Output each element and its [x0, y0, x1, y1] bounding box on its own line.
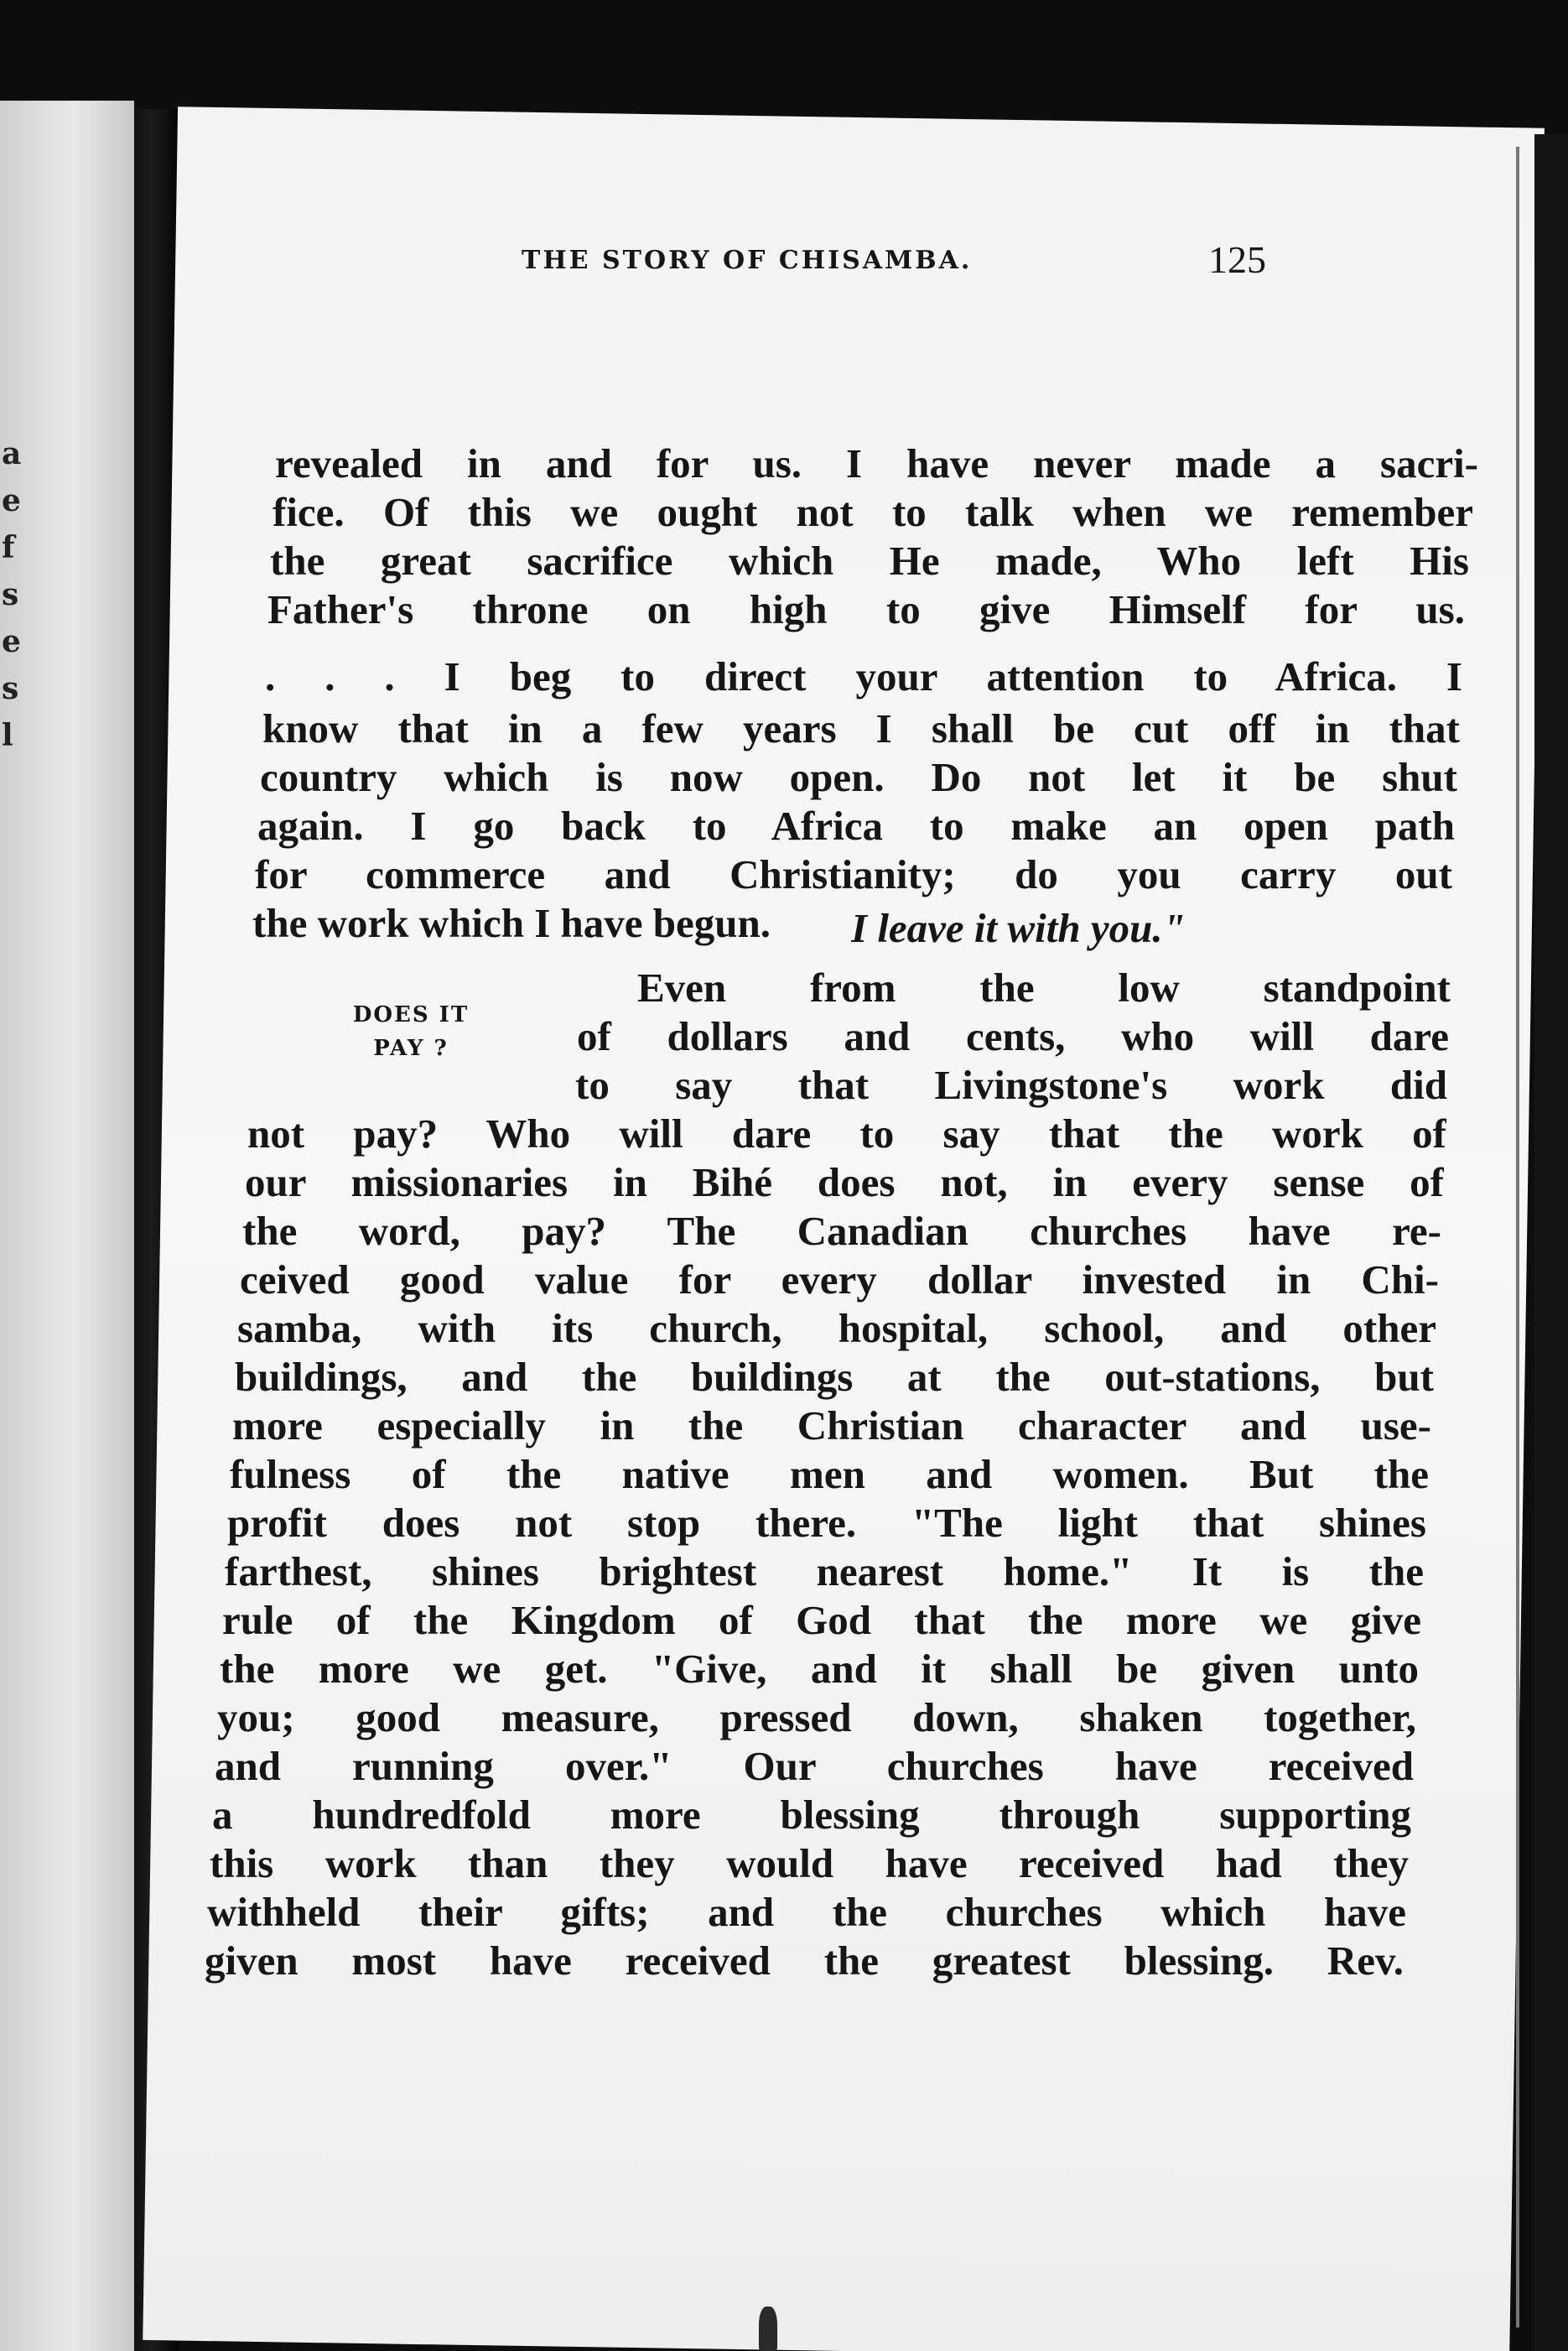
left-page-letter: f [2, 530, 15, 565]
text-line: this work than they would have received had they [210, 1840, 1409, 1886]
text-line: country which is now open. Do not let it be shut [260, 754, 1457, 800]
left-page-letter: l [2, 718, 13, 753]
text-line: not pay? Who will dare to say that the work of [247, 1110, 1446, 1157]
left-page-letter: s [2, 671, 19, 706]
text-line: farthest, shines brightest nearest home." It is the [225, 1548, 1424, 1594]
body-text [205, 0, 1478, 2351]
page-number: 125 [1208, 238, 1266, 281]
text-line: rule of the Kingdom of God that the more we give [222, 1597, 1421, 1643]
binding-thread-mark [759, 2307, 777, 2351]
text-line: and running over." Our churches have received [215, 1743, 1414, 1789]
left-page-letter: e [2, 624, 21, 659]
text-line: for commerce and Christianity; do you carry out [255, 851, 1452, 897]
text-line: know that in a few years I shall be cut off in that [262, 705, 1460, 752]
left-page-letter: e [2, 483, 21, 518]
text-line: fice. Of this we ought not to talk when we remember [273, 489, 1473, 535]
text-line: again. I go back to Africa to make an open path [257, 803, 1455, 849]
text-line: the word, pay? The Canadian churches have re- [242, 1208, 1441, 1254]
text-line: profit does not stop there. "The light that shines [227, 1500, 1426, 1546]
text-line: revealed in and for us. I have never made a sacri- [275, 440, 1478, 486]
text-line: more especially in the Christian character and use- [232, 1402, 1431, 1449]
sidenote-line: PAY ? [373, 1036, 449, 1061]
text-line: the more we get. "Give, and it shall be given unto [220, 1646, 1419, 1692]
text-line: our missionaries in Bihé does not, in every sense of [245, 1159, 1444, 1205]
text-line: ceived good value for every dollar invested in Chi- [240, 1256, 1439, 1303]
text-line: to say that Livingstone's work did [575, 1062, 1447, 1108]
sidenote-line: DOES IT [352, 1002, 470, 1027]
text-line: withheld their gifts; and the churches which have [207, 1889, 1406, 1935]
text-line: a hundredfold more blessing through supporting [212, 1792, 1411, 1838]
text-line: buildings, and the buildings at the out-stations, but [235, 1354, 1434, 1400]
text-line: the work which I have begun. [252, 900, 771, 946]
text-line: . . . I beg to direct your attention to Africa. I [265, 653, 1462, 700]
text-line: given most have received the greatest blessing. Rev. [205, 1937, 1404, 1984]
text-line: the great sacrifice which He made, Who left His [270, 538, 1469, 584]
left-facing-page [0, 101, 134, 2351]
left-page-letter: s [2, 577, 19, 612]
text-line: you; good measure, pressed down, shaken together, [217, 1694, 1416, 1740]
text-line-italic: I leave it with you." [851, 905, 1186, 951]
text-line: Even from the low standpoint [637, 965, 1451, 1011]
text-line: fulness of the native men and women. But the [230, 1451, 1429, 1497]
running-title: THE STORY OF CHISAMBA. [522, 246, 973, 275]
left-page-letter: a [2, 436, 22, 471]
page-right-edge [1534, 134, 1568, 2351]
text-line: samba, with its church, hospital, school, and other [237, 1305, 1436, 1351]
text-line: Father's throne on high to give Himself for us. [267, 586, 1465, 632]
page-edge-line [1516, 147, 1519, 2328]
text-line: of dollars and cents, who will dare [577, 1013, 1449, 1059]
